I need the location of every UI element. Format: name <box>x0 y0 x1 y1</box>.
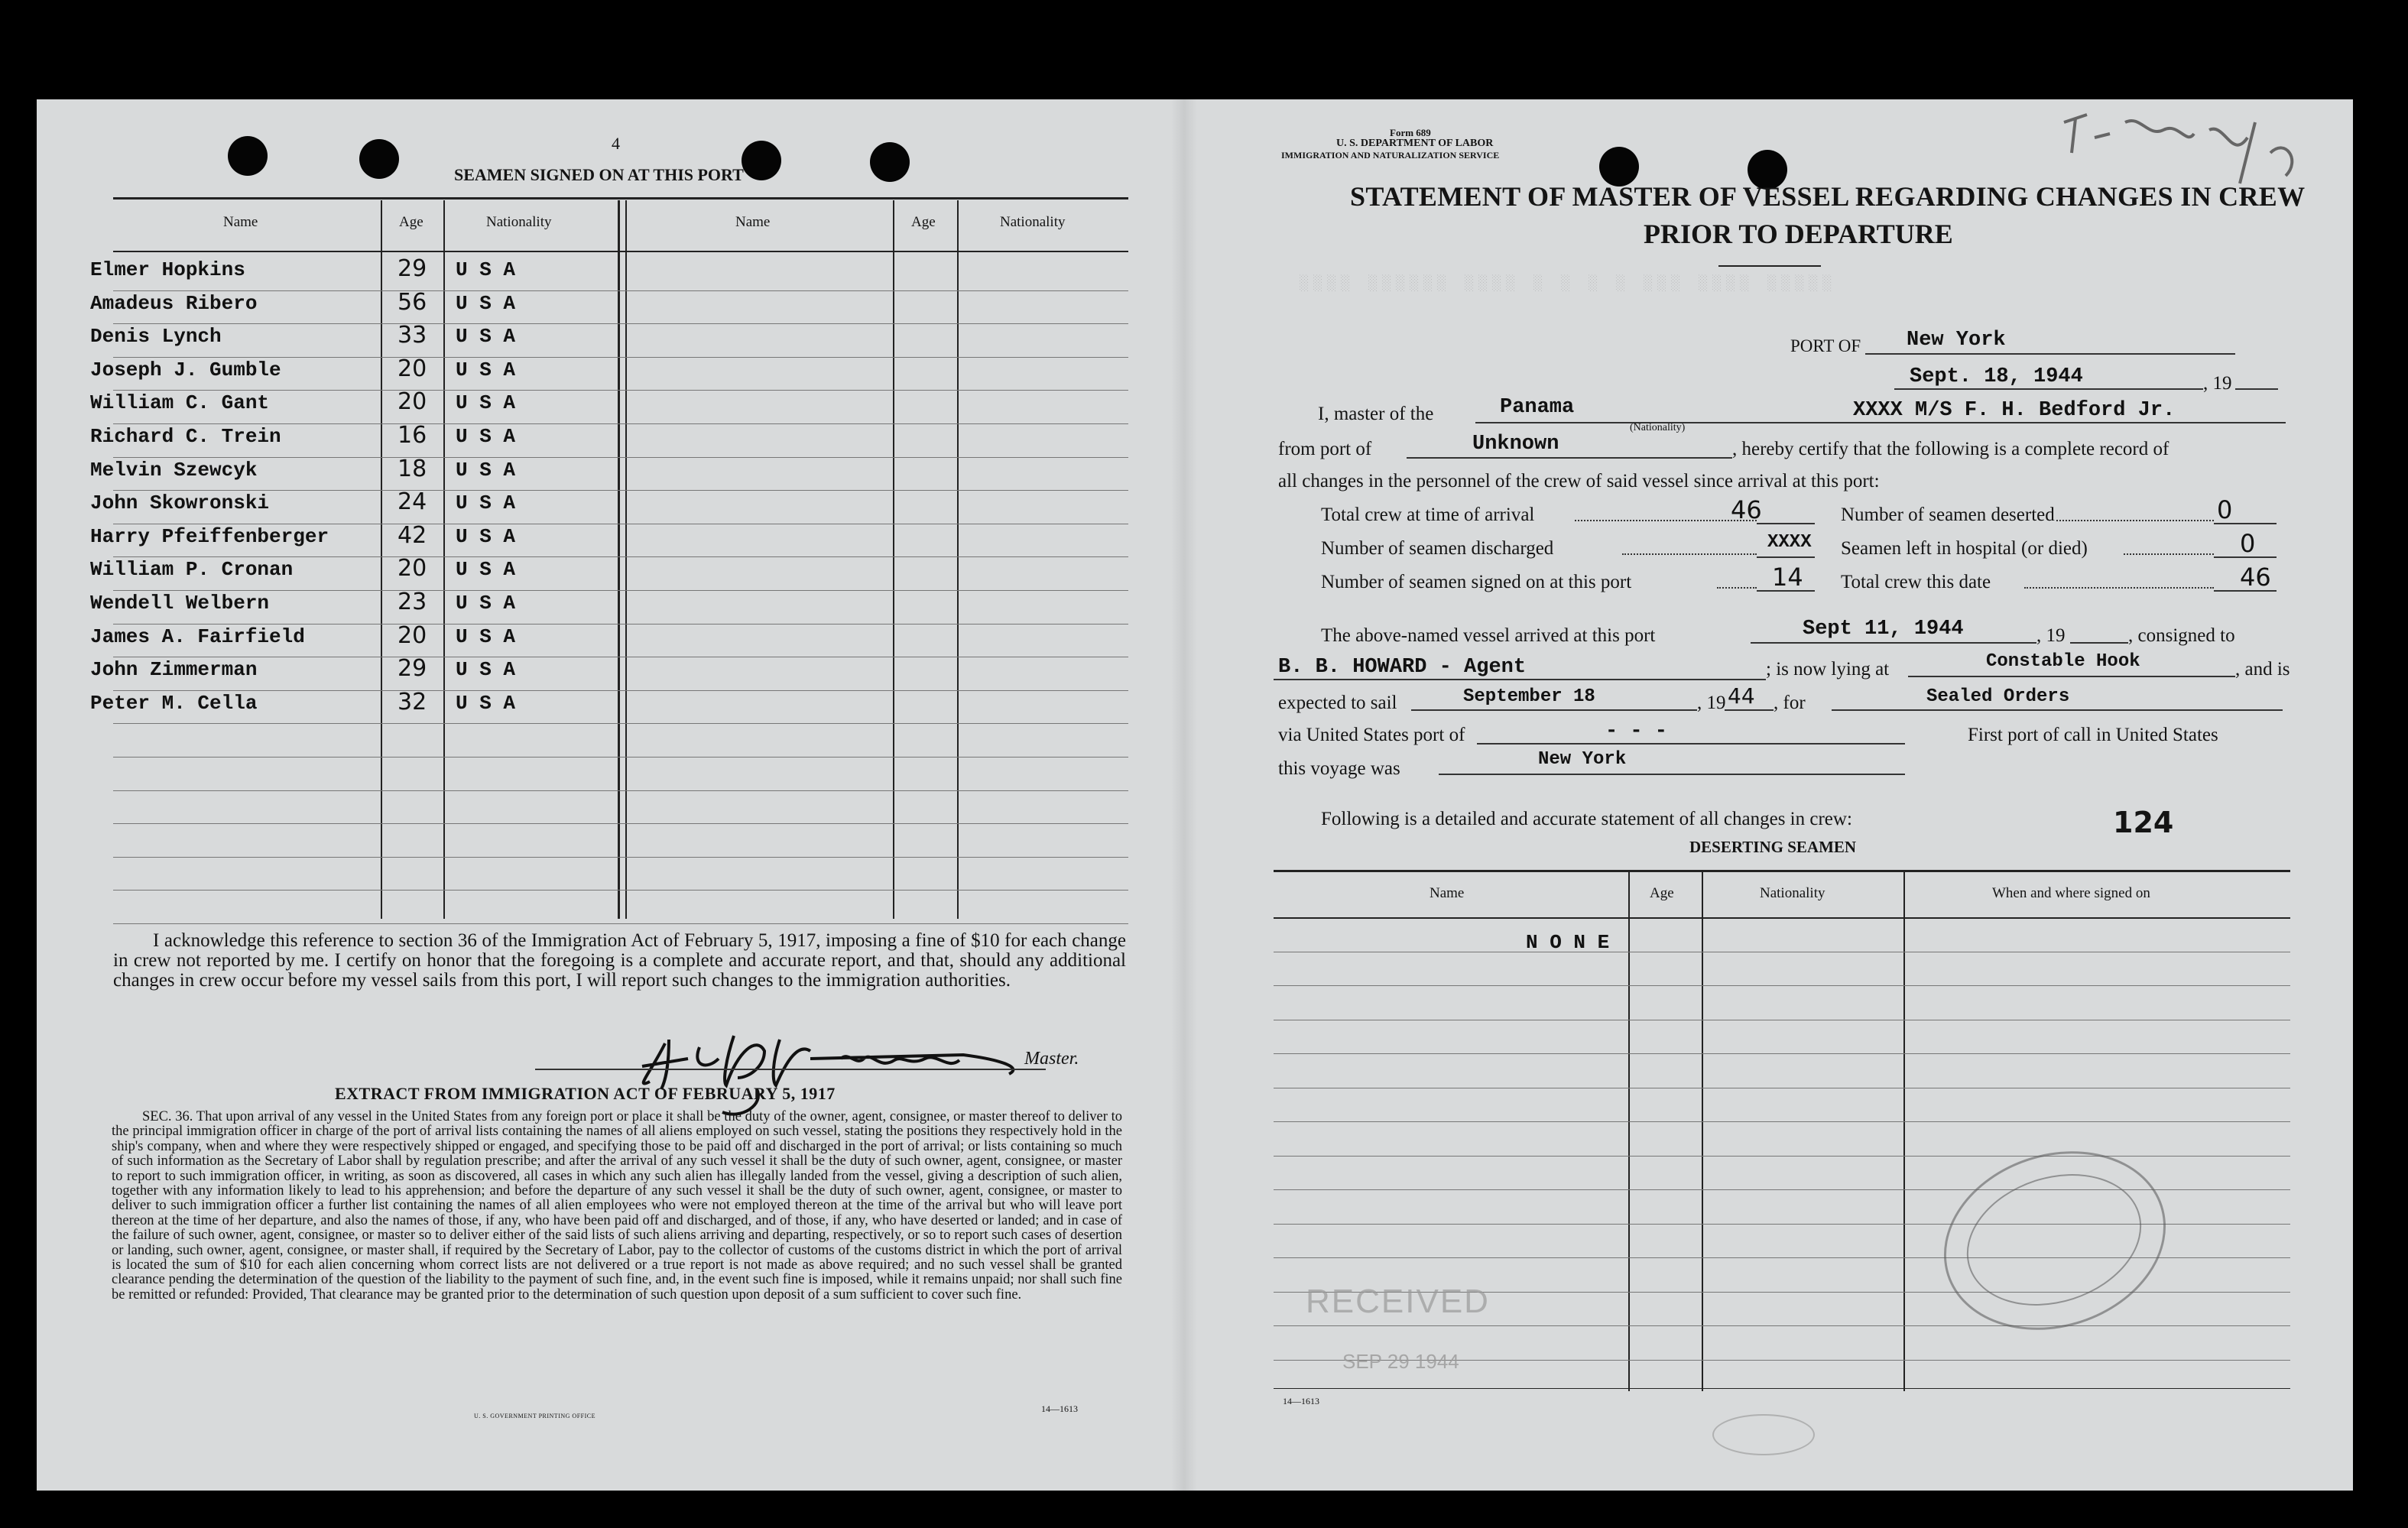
date-value: Sept. 18, 1944 <box>1910 365 2083 388</box>
via-port-value: - - - <box>1605 720 1668 743</box>
seaman-nationality: U S A <box>456 458 516 482</box>
seaman-nationality: U S A <box>456 491 516 515</box>
date-line <box>1894 388 2203 390</box>
table-row-rule <box>113 923 1128 924</box>
lying-at-value: Constable Hook <box>1986 651 2140 672</box>
deserted-label: Number of seamen deserted <box>1841 504 2055 525</box>
table-row-rule <box>113 323 1128 324</box>
column-divider <box>618 200 620 919</box>
signed-on-value: 14 <box>1772 563 1803 592</box>
table-row-rule <box>113 590 1128 591</box>
seaman-age: 20 <box>398 555 427 582</box>
form-number: Form 689 <box>1390 127 1431 138</box>
column-divider <box>381 200 382 919</box>
certify-text-2: all changes in the personnel of the crew of said vessel since arrival at this port: <box>1278 471 1880 491</box>
total-crew-date-value: 46 <box>2240 563 2271 592</box>
seaman-name: William C. Gant <box>90 391 270 415</box>
seaman-age: 20 <box>398 355 427 382</box>
first-port-value: New York <box>1538 749 1627 770</box>
right-form-code: 14—1613 <box>1283 1396 1319 1406</box>
col-header-nationality: Nationality <box>1000 214 1066 230</box>
master-of-label: I, master of the <box>1318 404 1434 424</box>
value-line <box>2214 523 2277 524</box>
vessel-value: XXXX M/S F. H. Bedford Jr. <box>1853 399 2176 422</box>
seaman-age: 42 <box>398 521 427 549</box>
seaman-name: Amadeus Ribero <box>90 291 258 315</box>
seaman-nationality: U S A <box>456 258 516 281</box>
value-line <box>1757 556 1815 558</box>
seaman-nationality: U S A <box>456 592 516 615</box>
seaman-age: 33 <box>398 322 427 349</box>
form-title-line1: STATEMENT OF MASTER OF VESSEL REGARDING CHANGES IN CREW <box>1350 181 2306 212</box>
punch-hole <box>359 139 399 179</box>
seaman-age: 29 <box>398 255 427 282</box>
table-row-rule <box>113 556 1128 557</box>
seaman-name: Richard C. Trein <box>90 425 281 448</box>
table-row-rule <box>113 290 1128 291</box>
page-fold <box>1171 99 1197 1491</box>
service-name: IMMIGRATION AND NATURALIZATION SERVICE <box>1281 150 1500 161</box>
table-row-rule <box>113 823 1128 824</box>
deserting-row-rule <box>1274 1156 2290 1157</box>
column-divider <box>625 200 627 919</box>
deserting-row-rule <box>1274 1121 2290 1122</box>
dot-leader <box>1622 553 1757 555</box>
seaman-name: John Skowronski <box>90 491 270 515</box>
arrived-suffix: , 19 <box>2036 625 2066 646</box>
deserting-col-age: Age <box>1650 885 1674 901</box>
value-line <box>1757 590 1815 592</box>
section-36-text: SEC. 36. That upon arrival of any vessel in the United States from any foreign port or place it shall be the duty of the owner, agent, consignee, or master thereof to deliver to the principal immigration officer in charge of the port of arrival lists containing the names of all aliens employed on such vessel, stating the positions they respectively hold in the ship's company, when and where they were respectively shipped or engaged, and specifying those to be paid off and discharged in the port of arrival; or lists containing so much of such information as the Secretary of Labor shall by regulation prescribe; and after the arrival of any such vessel it shall be the duty of such owner, agent, consignee, or master to report to such immigration officer, in writing, as soon as discovered, all cases in which any such alien has illegally landed from the vessel, giving a description of such alien, together with any information likely to lead to his apprehension; and before the departure of any such vessel it shall be the duty of such owner, agent, consignee, or master to deliver to such immigration officer a further list containing the names of all alien employees who were not employed thereon at the time of the arrival but who will leave port thereon at the time of her departure, and also the names of those, if any, who have been paid off and discharged, and of those, if any, who have deserted or landed; and in case of the failure of such owner, agent, consignee, or master so to deliver either of the said lists of such aliens arriving and departing, respectively, or so to report such cases of desertion or landing, such owner, agent, consignee, or master shall, if required by the Secretary of Labor, pay to the collector of customs of the customs district in which the port of arrival is located the sum of $10 for each alien concerning whom correct lists are not delivered or a true report is not made as above required; and no such vessel shall be granted clearance pending the determination of the question of the liability to the payment of such fine, and, in the event such fine is imposed, while it remains unpaid; nor shall such fine be remitted or refunded: Provided, That clearance may be granted prior to the determination of such question upon deposit of a sum sufficient to cover such fine. <box>112 1109 1122 1303</box>
dot-leader <box>1575 520 1757 521</box>
column-divider <box>957 200 959 919</box>
deserting-table-header-rule <box>1274 917 2290 919</box>
sail-year-value: 44 <box>1728 683 1755 709</box>
sail-year-line <box>1725 709 1774 711</box>
table-header-rule <box>113 251 1128 252</box>
via-line <box>1477 743 1905 745</box>
total-crew-arrival-value: 46 <box>1731 495 1762 524</box>
dot-leader <box>2056 520 2214 521</box>
seaman-name: John Zimmerman <box>90 658 258 682</box>
bleed-through-text: ░░░░ ░░░░░░ ░░░░ ░ ░ ░ ░ ░░░ ░░░░ ░░░░░ <box>1300 275 1837 293</box>
seamen-signed-on-title: SEAMEN SIGNED ON AT THIS PORT <box>454 165 744 184</box>
seaman-age: 23 <box>398 589 427 615</box>
extract-title: EXTRACT FROM IMMIGRATION ACT OF FEBRUARY 5, 1917 <box>335 1084 836 1103</box>
seaman-nationality: U S A <box>456 358 516 381</box>
dot-leader <box>1717 587 1757 589</box>
voyage-label: this voyage was <box>1278 758 1400 779</box>
left-form-code: 14—1613 <box>1041 1403 1078 1414</box>
deserted-value: 0 <box>2217 495 2233 524</box>
seaman-age: 32 <box>398 688 427 715</box>
seaman-nationality: U S A <box>456 625 516 648</box>
arrived-label: The above-named vessel arrived at this port <box>1321 625 1656 646</box>
port-line <box>1865 353 2235 355</box>
master-label: Master. <box>1024 1049 1079 1069</box>
deserting-col-signed-on: When and where signed on <box>1992 885 2150 901</box>
sail-year-label: , 19 <box>1697 693 1726 713</box>
deserting-col-name: Name <box>1430 885 1465 901</box>
table-row-rule <box>113 390 1128 391</box>
hospital-value: 0 <box>2240 529 2256 558</box>
seaman-age: 20 <box>398 621 427 649</box>
deserting-row-rule <box>1274 1325 2290 1326</box>
seaman-nationality: U S A <box>456 391 516 415</box>
deserting-col-divider <box>1702 871 1703 1391</box>
discharged-label: Number of seamen discharged <box>1321 538 1554 559</box>
column-divider <box>893 200 894 919</box>
punch-hole <box>742 141 781 180</box>
seaman-nationality: U S A <box>456 425 516 448</box>
lying-at-label: ; is now lying at <box>1766 659 1890 680</box>
signature-line <box>535 1069 1046 1070</box>
seaman-nationality: U S A <box>456 691 516 715</box>
date-suffix: , 19 <box>2203 373 2232 394</box>
nationality-value: Panama <box>1500 396 1575 419</box>
printing-office-label: U. S. GOVERNMENT PRINTING OFFICE <box>474 1413 596 1419</box>
received-stamp: RECEIVED <box>1306 1283 1490 1320</box>
arrived-date-value: Sept 11, 1944 <box>1803 618 1964 641</box>
seaman-nationality: U S A <box>456 325 516 349</box>
table-row-rule <box>113 890 1128 891</box>
form-bottom-rule <box>1274 1388 2290 1389</box>
seaman-name: Peter M. Cella <box>90 691 258 715</box>
first-port-label: First port of call in United States <box>1968 725 2218 745</box>
seaman-name: James A. Fairfield <box>90 625 305 648</box>
col-header-name: Name <box>735 214 771 230</box>
deserting-row-rule <box>1274 1053 2290 1054</box>
seaman-age: 29 <box>398 655 427 683</box>
and-is-label: , and is <box>2235 659 2290 680</box>
table-row-rule <box>113 624 1128 625</box>
column-divider <box>443 200 445 919</box>
deserting-seamen-title: DESERTING SEAMEN <box>1689 838 1857 856</box>
consignee-value: B. B. HOWARD - Agent <box>1278 656 1527 679</box>
discharged-value: XXXX <box>1767 532 1812 553</box>
seaman-age: 16 <box>398 422 427 449</box>
certify-text: , hereby certify that the following is a complete record of <box>1732 439 2169 459</box>
deserting-col-divider <box>1903 871 1905 1391</box>
punch-hole <box>228 136 268 176</box>
signed-on-label: Number of seamen signed on at this port <box>1321 572 1632 592</box>
seaman-age: 18 <box>398 455 427 482</box>
nationality-caption: (Nationality) <box>1630 422 1686 433</box>
seaman-name: William P. Cronan <box>90 558 294 582</box>
port-value: New York <box>1907 329 2006 352</box>
table-row-rule <box>113 423 1128 424</box>
seaman-age: 56 <box>398 288 427 316</box>
seaman-name: Denis Lynch <box>90 325 222 349</box>
destination-value: Sealed Orders <box>1926 686 2070 707</box>
port-of-label: PORT OF <box>1790 336 1861 355</box>
destination-line <box>1832 709 2283 711</box>
value-line <box>2214 590 2277 592</box>
acknowledgment-text: I acknowledge this reference to section 36 of the Immigration Act of February 5, 1917, imposing a fine of $10 for each change in crew not reported by me. I certify on honor that the foregoing is a complete and accurate report, and that, should any additional changes in crew occur before my vessel sails from this port, I will report such changes to the immigration authorities. <box>113 930 1126 991</box>
deserting-table-top <box>1274 870 2290 872</box>
year-line <box>2235 388 2278 390</box>
table-row-rule <box>113 757 1128 758</box>
col-header-age: Age <box>399 214 424 230</box>
seaman-nationality: U S A <box>456 658 516 682</box>
value-line <box>2214 556 2277 558</box>
sail-date-value: September 18 <box>1463 686 1595 707</box>
total-crew-date-label: Total crew this date <box>1841 572 1991 592</box>
seaman-nationality: U S A <box>456 558 516 582</box>
deserting-row-rule <box>1274 985 2290 986</box>
deserting-col-nationality: Nationality <box>1760 885 1825 901</box>
seaman-name: Wendell Welbern <box>90 592 270 615</box>
dot-leader <box>2024 587 2214 589</box>
seaman-name: Harry Pfeiffenberger <box>90 524 329 548</box>
table-row-rule <box>113 490 1128 491</box>
from-port-line <box>1407 457 1732 459</box>
seaman-nationality: U S A <box>456 291 516 315</box>
table-row-rule <box>113 857 1128 858</box>
via-label: via United States port of <box>1278 725 1465 745</box>
punch-hole <box>870 142 910 182</box>
col-header-age: Age <box>911 214 936 230</box>
seaman-name: Melvin Szewcyk <box>90 458 258 482</box>
col-header-nationality: Nationality <box>486 214 552 230</box>
sail-date-line <box>1411 709 1697 711</box>
consigned-to-label: , consigned to <box>2128 625 2235 646</box>
deserting-col-divider <box>1628 871 1630 1391</box>
table-row-rule <box>113 790 1128 791</box>
table-top-rule <box>113 197 1128 200</box>
seaman-age: 24 <box>398 488 427 516</box>
expected-label: expected to sail <box>1278 693 1397 713</box>
hand-number: 124 <box>2113 806 2174 839</box>
oval-pencil-mark <box>1712 1414 1815 1455</box>
following-label: Following is a detailed and accurate statement of all changes in crew: <box>1321 809 1852 829</box>
seaman-name: Elmer Hopkins <box>90 258 245 281</box>
first-port-line <box>1439 774 1905 775</box>
hospital-label: Seamen left in hospital (or died) <box>1841 538 2088 559</box>
page-number: 4 <box>612 134 620 153</box>
for-label: , for <box>1774 693 1806 713</box>
seaman-nationality: U S A <box>456 524 516 548</box>
dot-leader <box>2124 553 2214 555</box>
from-port-label: from port of <box>1278 439 1372 459</box>
department-name: U. S. DEPARTMENT OF LABOR <box>1336 138 1494 149</box>
received-stamp-date: SEP 29 1944 <box>1342 1350 1459 1373</box>
seaman-age: 20 <box>398 388 427 416</box>
arrived-year-line <box>2070 642 2128 644</box>
none-entry: N O N E <box>1526 931 1610 954</box>
table-row-rule <box>113 690 1128 691</box>
title-underline <box>1718 265 1821 267</box>
consignee-line <box>1274 679 1766 680</box>
col-header-name: Name <box>223 214 258 230</box>
master-of-line <box>1475 422 2286 423</box>
seaman-name: Joseph J. Gumble <box>90 358 281 381</box>
value-line <box>1757 523 1815 524</box>
table-row-rule <box>113 357 1128 358</box>
total-crew-arrival-label: Total crew at time of arrival <box>1321 504 1535 525</box>
lying-at-line <box>1908 676 2235 677</box>
table-row-rule <box>113 723 1128 724</box>
from-port-value: Unknown <box>1472 433 1559 456</box>
arrived-line <box>1751 642 2036 644</box>
table-row-rule <box>113 457 1128 458</box>
form-title-line2: PRIOR TO DEPARTURE <box>1644 219 1953 249</box>
